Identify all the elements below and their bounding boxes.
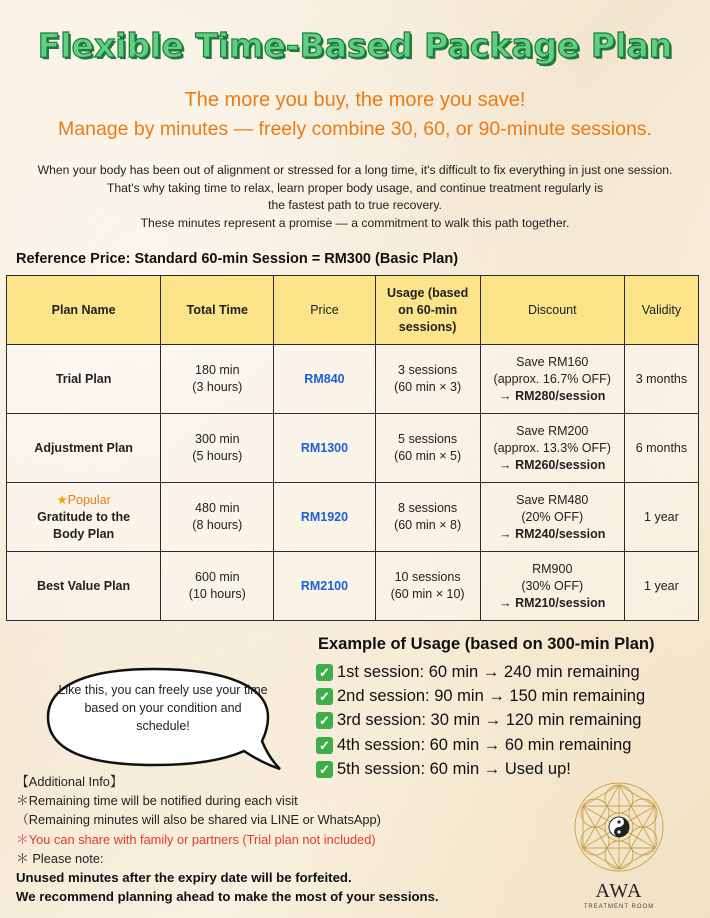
per-session-price: → RM280/session: [499, 388, 606, 403]
total-time-cell: [161, 552, 274, 621]
list-item: [316, 684, 645, 708]
intro-text: [0, 162, 710, 232]
header-usage: Usage (based on 60-min sessions): [375, 276, 480, 345]
reference-price: Reference Price: Standard 60-min Session = RM300 (Basic Plan): [16, 251, 459, 267]
discount-amount: Save RM160: [516, 354, 589, 369]
discount-cell: [480, 414, 624, 483]
price-cell: RM2100: [274, 552, 375, 621]
table-row: [7, 483, 699, 552]
popular-badge: ★Popular: [56, 492, 111, 507]
time-hours: (5 hours): [192, 449, 243, 463]
usage-example-list: [316, 660, 645, 782]
logo-tagline: TREATMENT ROOM: [583, 904, 655, 910]
usage-sessions: 10 sessions: [394, 570, 461, 584]
discount-percent: (20% OFF): [521, 509, 584, 524]
price-cell: RM1300: [274, 414, 375, 483]
discount-cell: [480, 552, 624, 621]
intro-line: When your body has been out of alignment or stressed for a long time, it's difficult to fix everything in just one session.: [37, 163, 673, 177]
table-header-row: [7, 276, 699, 345]
star-icon: ★: [56, 492, 68, 507]
page-title: Flexible Time-Based Package Plan: [37, 26, 673, 65]
price-cell: RM840: [274, 345, 375, 414]
header-price: Price: [274, 276, 375, 345]
check-mark-icon: ✓: [316, 737, 333, 754]
plan-name-cell: Best Value Plan: [7, 552, 161, 621]
per-session-price: → RM240/session: [499, 526, 606, 541]
usage-step-text: 5th session: 60 min → Used up!: [337, 760, 571, 779]
usage-sessions: 3 sessions: [398, 363, 458, 377]
usage-step-text: 4th session: 60 min → 60 min remaining: [337, 735, 632, 754]
speech-bubble-text: Like this, you can freely use your time based on your condition and schedule!: [58, 683, 268, 733]
additional-info: [16, 772, 439, 906]
usage-detail: (60 min × 3): [394, 380, 462, 394]
list-item: [316, 660, 645, 684]
intro-line: the fastest path to true recovery.: [268, 198, 442, 212]
discount-percent: (approx. 13.3% OFF): [493, 440, 611, 455]
usage-cell: [375, 345, 480, 414]
plan-name-cell: Trial Plan: [7, 345, 161, 414]
total-time-cell: [161, 345, 274, 414]
usage-step-text: 2nd session: 90 min → 150 min remaining: [337, 687, 646, 706]
validity-cell: 6 months: [624, 414, 698, 483]
usage-detail: (60 min × 5): [394, 449, 462, 463]
discount-percent: (approx. 16.7% OFF): [493, 371, 611, 386]
usage-step-text: 3rd session: 30 min → 120 min remaining: [337, 711, 642, 730]
total-time-cell: [161, 414, 274, 483]
total-time-cell: [161, 483, 274, 552]
check-mark-icon: ✓: [316, 688, 333, 705]
discount-percent: (30% OFF): [521, 578, 584, 593]
header-total-time: Total Time: [161, 276, 274, 345]
check-mark-icon: ✓: [316, 664, 333, 681]
table-row: [7, 345, 699, 414]
info-line: （Remaining minutes will also be shared via LINE or WhatsApp): [16, 812, 381, 828]
info-line-expiry: Unused minutes after the expiry date will be forfeited.: [16, 870, 352, 886]
list-item: [316, 709, 645, 733]
info-line: ＊ Please note:: [16, 850, 104, 866]
check-mark-icon: ✓: [316, 761, 333, 778]
discount-cell: [480, 345, 624, 414]
speech-bubble: [44, 665, 270, 773]
info-line-sharing: ＊You can share with family or partners (Trial plan not included): [16, 831, 376, 847]
time-minutes: 480 min: [195, 501, 240, 515]
plan-name-cell: Adjustment Plan: [7, 414, 161, 483]
subtitle-minutes: Manage by minutes — freely combine 30, 60, or 90-minute sessions.: [58, 118, 652, 140]
usage-cell: [375, 552, 480, 621]
time-hours: (3 hours): [192, 380, 243, 394]
time-hours: (10 hours): [188, 587, 246, 601]
plans-table: [6, 275, 699, 621]
validity-cell: 3 months: [624, 345, 698, 414]
logo-name: AWA: [595, 880, 643, 902]
usage-cell: [375, 483, 480, 552]
plan-name: Gratitude to the Body Plan: [37, 509, 131, 541]
usage-sessions: 5 sessions: [398, 432, 458, 446]
discount-amount: Save RM200: [516, 423, 589, 438]
usage-step-text: 1st session: 60 min → 240 min remaining: [337, 662, 640, 681]
per-session-price: → RM210/session: [499, 595, 606, 610]
discount-amount: Save RM480: [516, 492, 589, 507]
subtitle-savings: The more you buy, the more you save!: [184, 89, 526, 111]
per-session-price: → RM260/session: [499, 457, 606, 472]
table-row: [7, 552, 699, 621]
time-hours: (8 hours): [192, 518, 243, 532]
discount-cell: [480, 483, 624, 552]
validity-cell: 1 year: [624, 552, 698, 621]
table-row: [7, 414, 699, 483]
yin-yang-icon: [609, 817, 629, 837]
check-mark-icon: ✓: [316, 712, 333, 729]
usage-detail: (60 min × 10): [390, 587, 465, 601]
header-discount: Discount: [480, 276, 624, 345]
header-plan-name: Plan Name: [7, 276, 161, 345]
price-cell: RM1920: [274, 483, 375, 552]
additional-info-heading: 【Additional Info】: [16, 774, 123, 789]
list-item: [316, 733, 645, 757]
intro-line: These minutes represent a promise — a commitment to walk this path together.: [140, 215, 570, 230]
time-minutes: 600 min: [195, 570, 240, 584]
discount-amount: RM900: [532, 561, 573, 576]
usage-sessions: 8 sessions: [398, 501, 458, 515]
plan-name-cell: [7, 483, 161, 552]
time-minutes: 180 min: [195, 363, 240, 377]
header-validity: Validity: [624, 276, 698, 345]
validity-cell: 1 year: [624, 483, 698, 552]
intro-line: That's why taking time to relax, learn proper body usage, and continue treatment regularly is: [106, 180, 604, 195]
usage-cell: [375, 414, 480, 483]
info-line: ＊Remaining time will be notified during each visit: [16, 793, 298, 809]
time-minutes: 300 min: [195, 432, 240, 446]
info-line-planning: We recommend planning ahead to make the most of your sessions.: [16, 889, 439, 905]
usage-example-title: Example of Usage (based on 300-min Plan): [318, 635, 655, 653]
usage-detail: (60 min × 8): [394, 518, 462, 532]
